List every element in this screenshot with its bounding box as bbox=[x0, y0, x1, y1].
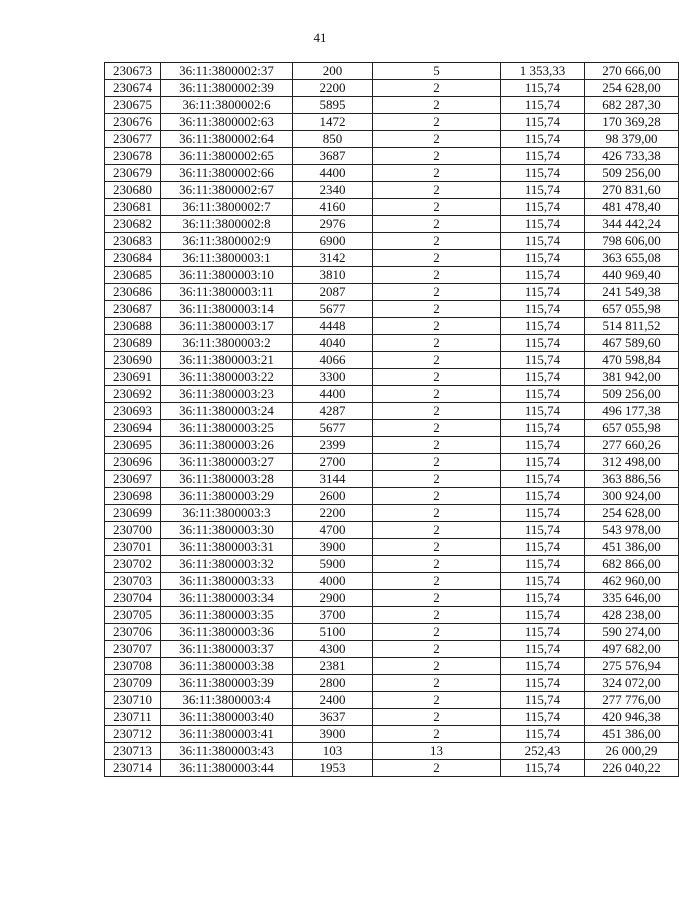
rate-cell: 115,74 bbox=[501, 471, 585, 488]
rate-cell: 115,74 bbox=[501, 233, 585, 250]
area-cell: 4287 bbox=[293, 403, 373, 420]
area-cell: 3687 bbox=[293, 148, 373, 165]
class-cell: 2 bbox=[373, 641, 501, 658]
cadastral-number-cell: 36:11:3800003:32 bbox=[161, 556, 293, 573]
area-cell: 3300 bbox=[293, 369, 373, 386]
rate-cell: 115,74 bbox=[501, 641, 585, 658]
cadastral-number-cell: 36:11:3800003:31 bbox=[161, 539, 293, 556]
area-cell: 4066 bbox=[293, 352, 373, 369]
record-id-cell: 230702 bbox=[105, 556, 161, 573]
area-cell: 5677 bbox=[293, 301, 373, 318]
value-cell: 496 177,38 bbox=[585, 403, 679, 420]
area-cell: 5900 bbox=[293, 556, 373, 573]
record-id-cell: 230710 bbox=[105, 692, 161, 709]
class-cell: 2 bbox=[373, 250, 501, 267]
rate-cell: 115,74 bbox=[501, 590, 585, 607]
class-cell: 2 bbox=[373, 726, 501, 743]
class-cell: 2 bbox=[373, 624, 501, 641]
table-row bbox=[105, 403, 679, 420]
value-cell: 254 628,00 bbox=[585, 505, 679, 522]
record-id-cell: 230707 bbox=[105, 641, 161, 658]
value-cell: 344 442,24 bbox=[585, 216, 679, 233]
rate-cell: 115,74 bbox=[501, 199, 585, 216]
table-row bbox=[105, 148, 679, 165]
cadastral-number-cell: 36:11:3800003:36 bbox=[161, 624, 293, 641]
area-cell: 4040 bbox=[293, 335, 373, 352]
record-id-cell: 230691 bbox=[105, 369, 161, 386]
area-cell: 2900 bbox=[293, 590, 373, 607]
table-row bbox=[105, 522, 679, 539]
cadastral-number-cell: 36:11:3800003:1 bbox=[161, 250, 293, 267]
record-id-cell: 230683 bbox=[105, 233, 161, 250]
cadastral-number-cell: 36:11:3800003:33 bbox=[161, 573, 293, 590]
cadastral-number-cell: 36:11:3800003:24 bbox=[161, 403, 293, 420]
value-cell: 470 598,84 bbox=[585, 352, 679, 369]
class-cell: 2 bbox=[373, 233, 501, 250]
cadastral-number-cell: 36:11:3800003:27 bbox=[161, 454, 293, 471]
record-id-cell: 230685 bbox=[105, 267, 161, 284]
class-cell: 2 bbox=[373, 369, 501, 386]
rate-cell: 115,74 bbox=[501, 658, 585, 675]
table-row bbox=[105, 284, 679, 301]
class-cell: 2 bbox=[373, 216, 501, 233]
area-cell: 5895 bbox=[293, 97, 373, 114]
area-cell: 2600 bbox=[293, 488, 373, 505]
table-row bbox=[105, 165, 679, 182]
table-row bbox=[105, 97, 679, 114]
class-cell: 2 bbox=[373, 420, 501, 437]
record-id-cell: 230687 bbox=[105, 301, 161, 318]
area-cell: 3900 bbox=[293, 539, 373, 556]
rate-cell: 115,74 bbox=[501, 726, 585, 743]
rate-cell: 115,74 bbox=[501, 216, 585, 233]
rate-cell: 115,74 bbox=[501, 250, 585, 267]
value-cell: 277 776,00 bbox=[585, 692, 679, 709]
record-id-cell: 230677 bbox=[105, 131, 161, 148]
table-row bbox=[105, 199, 679, 216]
area-cell: 2381 bbox=[293, 658, 373, 675]
value-cell: 335 646,00 bbox=[585, 590, 679, 607]
record-id-cell: 230673 bbox=[105, 63, 161, 80]
record-id-cell: 230706 bbox=[105, 624, 161, 641]
table-row bbox=[105, 352, 679, 369]
rate-cell: 115,74 bbox=[501, 335, 585, 352]
rate-cell: 115,74 bbox=[501, 420, 585, 437]
area-cell: 3637 bbox=[293, 709, 373, 726]
table-row bbox=[105, 437, 679, 454]
class-cell: 2 bbox=[373, 471, 501, 488]
area-cell: 6900 bbox=[293, 233, 373, 250]
rate-cell: 115,74 bbox=[501, 267, 585, 284]
rate-cell: 115,74 bbox=[501, 352, 585, 369]
value-cell: 270 831,60 bbox=[585, 182, 679, 199]
cadastral-number-cell: 36:11:3800003:39 bbox=[161, 675, 293, 692]
record-id-cell: 230699 bbox=[105, 505, 161, 522]
table-row bbox=[105, 233, 679, 250]
record-id-cell: 230686 bbox=[105, 284, 161, 301]
record-id-cell: 230711 bbox=[105, 709, 161, 726]
table-row bbox=[105, 624, 679, 641]
class-cell: 2 bbox=[373, 573, 501, 590]
cadastral-number-cell: 36:11:3800003:40 bbox=[161, 709, 293, 726]
record-id-cell: 230680 bbox=[105, 182, 161, 199]
cadastral-number-cell: 36:11:3800003:14 bbox=[161, 301, 293, 318]
rate-cell: 115,74 bbox=[501, 539, 585, 556]
value-cell: 798 606,00 bbox=[585, 233, 679, 250]
value-cell: 514 811,52 bbox=[585, 318, 679, 335]
class-cell: 2 bbox=[373, 335, 501, 352]
cadastral-number-cell: 36:11:3800002:65 bbox=[161, 148, 293, 165]
value-cell: 363 886,56 bbox=[585, 471, 679, 488]
table-body bbox=[105, 63, 679, 777]
cadastral-number-cell: 36:11:3800003:37 bbox=[161, 641, 293, 658]
record-id-cell: 230703 bbox=[105, 573, 161, 590]
rate-cell: 115,74 bbox=[501, 301, 585, 318]
record-id-cell: 230704 bbox=[105, 590, 161, 607]
rate-cell: 115,74 bbox=[501, 505, 585, 522]
area-cell: 2087 bbox=[293, 284, 373, 301]
class-cell: 2 bbox=[373, 403, 501, 420]
record-id-cell: 230693 bbox=[105, 403, 161, 420]
rate-cell: 1 353,33 bbox=[501, 63, 585, 80]
cadastral-number-cell: 36:11:3800003:28 bbox=[161, 471, 293, 488]
cadastral-number-cell: 36:11:3800003:29 bbox=[161, 488, 293, 505]
record-id-cell: 230696 bbox=[105, 454, 161, 471]
record-id-cell: 230690 bbox=[105, 352, 161, 369]
area-cell: 2200 bbox=[293, 505, 373, 522]
value-cell: 657 055,98 bbox=[585, 420, 679, 437]
value-cell: 254 628,00 bbox=[585, 80, 679, 97]
table-row bbox=[105, 420, 679, 437]
record-id-cell: 230679 bbox=[105, 165, 161, 182]
cadastral-number-cell: 36:11:3800003:38 bbox=[161, 658, 293, 675]
rate-cell: 115,74 bbox=[501, 284, 585, 301]
record-id-cell: 230700 bbox=[105, 522, 161, 539]
rate-cell: 252,43 bbox=[501, 743, 585, 760]
rate-cell: 115,74 bbox=[501, 624, 585, 641]
value-cell: 467 589,60 bbox=[585, 335, 679, 352]
area-cell: 200 bbox=[293, 63, 373, 80]
rate-cell: 115,74 bbox=[501, 488, 585, 505]
class-cell: 2 bbox=[373, 437, 501, 454]
rate-cell: 115,74 bbox=[501, 165, 585, 182]
value-cell: 420 946,38 bbox=[585, 709, 679, 726]
area-cell: 4160 bbox=[293, 199, 373, 216]
area-cell: 1953 bbox=[293, 760, 373, 777]
cadastral-number-cell: 36:11:3800003:22 bbox=[161, 369, 293, 386]
area-cell: 2200 bbox=[293, 80, 373, 97]
area-cell: 4400 bbox=[293, 165, 373, 182]
cadastral-number-cell: 36:11:3800002:9 bbox=[161, 233, 293, 250]
rate-cell: 115,74 bbox=[501, 692, 585, 709]
value-cell: 170 369,28 bbox=[585, 114, 679, 131]
table-row bbox=[105, 488, 679, 505]
record-id-cell: 230682 bbox=[105, 216, 161, 233]
value-cell: 451 386,00 bbox=[585, 539, 679, 556]
table-row bbox=[105, 471, 679, 488]
table-row bbox=[105, 63, 679, 80]
table-row bbox=[105, 641, 679, 658]
rate-cell: 115,74 bbox=[501, 148, 585, 165]
value-cell: 509 256,00 bbox=[585, 386, 679, 403]
cadastral-number-cell: 36:11:3800002:37 bbox=[161, 63, 293, 80]
class-cell: 2 bbox=[373, 165, 501, 182]
table-row bbox=[105, 658, 679, 675]
area-cell: 4400 bbox=[293, 386, 373, 403]
table-row bbox=[105, 607, 679, 624]
record-id-cell: 230713 bbox=[105, 743, 161, 760]
record-id-cell: 230695 bbox=[105, 437, 161, 454]
record-id-cell: 230689 bbox=[105, 335, 161, 352]
record-id-cell: 230714 bbox=[105, 760, 161, 777]
record-id-cell: 230709 bbox=[105, 675, 161, 692]
table-row bbox=[105, 590, 679, 607]
table-row bbox=[105, 573, 679, 590]
table-row bbox=[105, 250, 679, 267]
value-cell: 682 866,00 bbox=[585, 556, 679, 573]
data-table bbox=[104, 62, 679, 777]
class-cell: 2 bbox=[373, 267, 501, 284]
class-cell: 2 bbox=[373, 114, 501, 131]
cadastral-number-cell: 36:11:3800003:23 bbox=[161, 386, 293, 403]
rate-cell: 115,74 bbox=[501, 386, 585, 403]
value-cell: 381 942,00 bbox=[585, 369, 679, 386]
area-cell: 3810 bbox=[293, 267, 373, 284]
cadastral-number-cell: 36:11:3800003:3 bbox=[161, 505, 293, 522]
area-cell: 2340 bbox=[293, 182, 373, 199]
rate-cell: 115,74 bbox=[501, 403, 585, 420]
class-cell: 13 bbox=[373, 743, 501, 760]
rate-cell: 115,74 bbox=[501, 760, 585, 777]
class-cell: 2 bbox=[373, 505, 501, 522]
record-id-cell: 230694 bbox=[105, 420, 161, 437]
record-id-cell: 230712 bbox=[105, 726, 161, 743]
class-cell: 2 bbox=[373, 539, 501, 556]
area-cell: 850 bbox=[293, 131, 373, 148]
cadastral-number-cell: 36:11:3800003:25 bbox=[161, 420, 293, 437]
area-cell: 3142 bbox=[293, 250, 373, 267]
area-cell: 2400 bbox=[293, 692, 373, 709]
rate-cell: 115,74 bbox=[501, 318, 585, 335]
cadastral-number-cell: 36:11:3800003:30 bbox=[161, 522, 293, 539]
rate-cell: 115,74 bbox=[501, 182, 585, 199]
record-id-cell: 230675 bbox=[105, 97, 161, 114]
rate-cell: 115,74 bbox=[501, 97, 585, 114]
table-row bbox=[105, 760, 679, 777]
value-cell: 481 478,40 bbox=[585, 199, 679, 216]
class-cell: 2 bbox=[373, 658, 501, 675]
cadastral-number-cell: 36:11:3800002:8 bbox=[161, 216, 293, 233]
table-row bbox=[105, 131, 679, 148]
area-cell: 3900 bbox=[293, 726, 373, 743]
value-cell: 657 055,98 bbox=[585, 301, 679, 318]
area-cell: 3700 bbox=[293, 607, 373, 624]
value-cell: 324 072,00 bbox=[585, 675, 679, 692]
value-cell: 300 924,00 bbox=[585, 488, 679, 505]
rate-cell: 115,74 bbox=[501, 556, 585, 573]
rate-cell: 115,74 bbox=[501, 454, 585, 471]
value-cell: 241 549,38 bbox=[585, 284, 679, 301]
value-cell: 543 978,00 bbox=[585, 522, 679, 539]
rate-cell: 115,74 bbox=[501, 369, 585, 386]
area-cell: 2399 bbox=[293, 437, 373, 454]
class-cell: 2 bbox=[373, 301, 501, 318]
rate-cell: 115,74 bbox=[501, 573, 585, 590]
table-row bbox=[105, 675, 679, 692]
rate-cell: 115,74 bbox=[501, 437, 585, 454]
value-cell: 590 274,00 bbox=[585, 624, 679, 641]
record-id-cell: 230688 bbox=[105, 318, 161, 335]
value-cell: 226 040,22 bbox=[585, 760, 679, 777]
table-row bbox=[105, 505, 679, 522]
class-cell: 2 bbox=[373, 352, 501, 369]
value-cell: 270 666,00 bbox=[585, 63, 679, 80]
value-cell: 497 682,00 bbox=[585, 641, 679, 658]
cadastral-number-cell: 36:11:3800002:6 bbox=[161, 97, 293, 114]
rate-cell: 115,74 bbox=[501, 522, 585, 539]
class-cell: 2 bbox=[373, 760, 501, 777]
cadastral-number-cell: 36:11:3800003:11 bbox=[161, 284, 293, 301]
class-cell: 2 bbox=[373, 709, 501, 726]
rate-cell: 115,74 bbox=[501, 114, 585, 131]
class-cell: 2 bbox=[373, 386, 501, 403]
record-id-cell: 230705 bbox=[105, 607, 161, 624]
area-cell: 4700 bbox=[293, 522, 373, 539]
area-cell: 1472 bbox=[293, 114, 373, 131]
record-id-cell: 230678 bbox=[105, 148, 161, 165]
class-cell: 2 bbox=[373, 97, 501, 114]
value-cell: 440 969,40 bbox=[585, 267, 679, 284]
value-cell: 428 238,00 bbox=[585, 607, 679, 624]
cadastral-number-cell: 36:11:3800003:43 bbox=[161, 743, 293, 760]
table-row bbox=[105, 335, 679, 352]
cadastral-number-cell: 36:11:3800002:39 bbox=[161, 80, 293, 97]
table-row bbox=[105, 318, 679, 335]
area-cell: 4300 bbox=[293, 641, 373, 658]
area-cell: 5677 bbox=[293, 420, 373, 437]
value-cell: 98 379,00 bbox=[585, 131, 679, 148]
table-row bbox=[105, 369, 679, 386]
record-id-cell: 230697 bbox=[105, 471, 161, 488]
table-row bbox=[105, 556, 679, 573]
record-id-cell: 230692 bbox=[105, 386, 161, 403]
area-cell: 103 bbox=[293, 743, 373, 760]
area-cell: 5100 bbox=[293, 624, 373, 641]
table-row bbox=[105, 216, 679, 233]
area-cell: 4448 bbox=[293, 318, 373, 335]
table-row bbox=[105, 726, 679, 743]
table-row bbox=[105, 114, 679, 131]
value-cell: 682 287,30 bbox=[585, 97, 679, 114]
table-row bbox=[105, 539, 679, 556]
record-id-cell: 230698 bbox=[105, 488, 161, 505]
class-cell: 2 bbox=[373, 182, 501, 199]
record-id-cell: 230684 bbox=[105, 250, 161, 267]
table-row bbox=[105, 80, 679, 97]
table-row bbox=[105, 267, 679, 284]
class-cell: 2 bbox=[373, 131, 501, 148]
class-cell: 2 bbox=[373, 80, 501, 97]
record-id-cell: 230708 bbox=[105, 658, 161, 675]
cadastral-number-cell: 36:11:3800002:7 bbox=[161, 199, 293, 216]
value-cell: 277 660,26 bbox=[585, 437, 679, 454]
cadastral-number-cell: 36:11:3800003:10 bbox=[161, 267, 293, 284]
cadastral-number-cell: 36:11:3800003:2 bbox=[161, 335, 293, 352]
value-cell: 312 498,00 bbox=[585, 454, 679, 471]
class-cell: 2 bbox=[373, 318, 501, 335]
rate-cell: 115,74 bbox=[501, 80, 585, 97]
cadastral-number-cell: 36:11:3800002:63 bbox=[161, 114, 293, 131]
cadastral-number-cell: 36:11:3800003:4 bbox=[161, 692, 293, 709]
class-cell: 2 bbox=[373, 488, 501, 505]
area-cell: 3144 bbox=[293, 471, 373, 488]
cadastral-number-cell: 36:11:3800002:67 bbox=[161, 182, 293, 199]
class-cell: 2 bbox=[373, 454, 501, 471]
rate-cell: 115,74 bbox=[501, 607, 585, 624]
value-cell: 462 960,00 bbox=[585, 573, 679, 590]
record-id-cell: 230676 bbox=[105, 114, 161, 131]
cadastral-number-cell: 36:11:3800002:64 bbox=[161, 131, 293, 148]
record-id-cell: 230681 bbox=[105, 199, 161, 216]
table-row bbox=[105, 386, 679, 403]
area-cell: 2976 bbox=[293, 216, 373, 233]
table-row bbox=[105, 182, 679, 199]
rate-cell: 115,74 bbox=[501, 709, 585, 726]
class-cell: 2 bbox=[373, 590, 501, 607]
rate-cell: 115,74 bbox=[501, 131, 585, 148]
cadastral-number-cell: 36:11:3800002:66 bbox=[161, 165, 293, 182]
class-cell: 2 bbox=[373, 556, 501, 573]
cadastral-number-cell: 36:11:3800003:41 bbox=[161, 726, 293, 743]
value-cell: 451 386,00 bbox=[585, 726, 679, 743]
cadastral-number-cell: 36:11:3800003:21 bbox=[161, 352, 293, 369]
cadastral-number-cell: 36:11:3800003:34 bbox=[161, 590, 293, 607]
value-cell: 363 655,08 bbox=[585, 250, 679, 267]
class-cell: 2 bbox=[373, 284, 501, 301]
value-cell: 509 256,00 bbox=[585, 165, 679, 182]
area-cell: 4000 bbox=[293, 573, 373, 590]
table-row bbox=[105, 692, 679, 709]
record-id-cell: 230701 bbox=[105, 539, 161, 556]
area-cell: 2700 bbox=[293, 454, 373, 471]
value-cell: 426 733,38 bbox=[585, 148, 679, 165]
class-cell: 5 bbox=[373, 63, 501, 80]
cadastral-number-cell: 36:11:3800003:17 bbox=[161, 318, 293, 335]
value-cell: 275 576,94 bbox=[585, 658, 679, 675]
page-number: 41 bbox=[313, 30, 327, 45]
cadastral-number-cell: 36:11:3800003:44 bbox=[161, 760, 293, 777]
class-cell: 2 bbox=[373, 607, 501, 624]
class-cell: 2 bbox=[373, 692, 501, 709]
record-id-cell: 230674 bbox=[105, 80, 161, 97]
class-cell: 2 bbox=[373, 522, 501, 539]
rate-cell: 115,74 bbox=[501, 675, 585, 692]
class-cell: 2 bbox=[373, 675, 501, 692]
class-cell: 2 bbox=[373, 148, 501, 165]
table-row bbox=[105, 301, 679, 318]
cadastral-number-cell: 36:11:3800003:35 bbox=[161, 607, 293, 624]
table-row bbox=[105, 709, 679, 726]
cadastral-number-cell: 36:11:3800003:26 bbox=[161, 437, 293, 454]
class-cell: 2 bbox=[373, 199, 501, 216]
table-row bbox=[105, 743, 679, 760]
area-cell: 2800 bbox=[293, 675, 373, 692]
table-row bbox=[105, 454, 679, 471]
value-cell: 26 000,29 bbox=[585, 743, 679, 760]
